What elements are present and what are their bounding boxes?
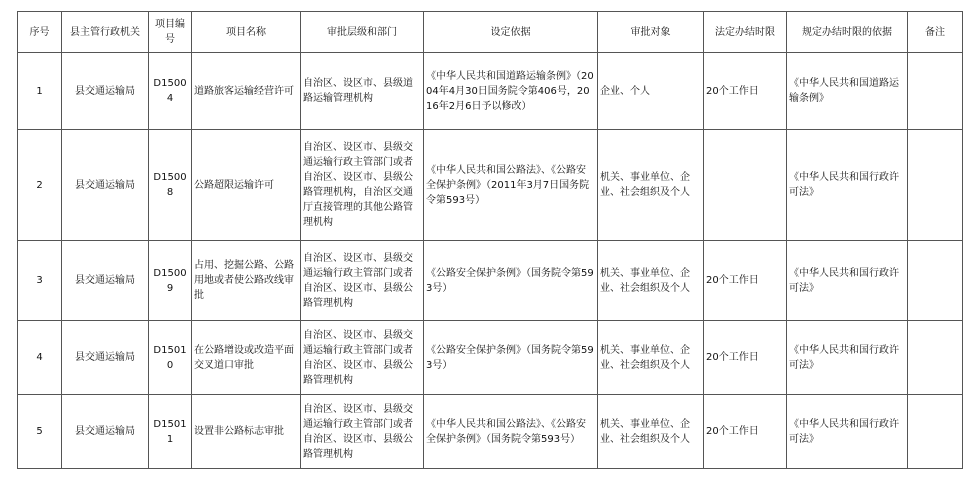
cell-deadline-basis: 《中华人民共和国行政许可法》 [787, 395, 908, 469]
table-header-row [18, 12, 963, 53]
cell-no: 5 [18, 395, 62, 469]
cell-note [908, 241, 963, 321]
cell-code: D15008 [149, 130, 192, 241]
cell-level: 自治区、设区市、县级交通运输行政主管部门或者自治区、设区市、县级公路管理机构，自治区交通厅直接管理的其他公路管理机构 [301, 130, 424, 241]
cell-code: D15010 [149, 321, 192, 395]
cell-deadline: 20个工作日 [704, 395, 787, 469]
cell-level: 自治区、设区市、县级道路运输管理机构 [301, 53, 424, 130]
header-cell-basis: 设定依据 [424, 12, 598, 53]
table-row [18, 53, 963, 130]
header-cell-target: 审批对象 [598, 12, 704, 53]
cell-agency: 县交通运输局 [62, 395, 149, 469]
header-cell-deadline-basis: 规定办结时限的依据 [787, 12, 908, 53]
cell-name: 占用、挖掘公路、公路用地或者使公路改线审批 [192, 241, 301, 321]
cell-deadline: 20个工作日 [704, 321, 787, 395]
header-cell-no: 序号 [18, 12, 62, 53]
cell-name: 公路超限运输许可 [192, 130, 301, 241]
cell-basis: 《中华人民共和国公路法》、《公路安全保护条例》（国务院令第593号） [424, 395, 598, 469]
cell-note [908, 53, 963, 130]
cell-basis: 《公路安全保护条例》（国务院令第593号） [424, 321, 598, 395]
cell-target: 机关、事业单位、企业、社会组织及个人 [598, 395, 704, 469]
cell-no: 2 [18, 130, 62, 241]
header-cell-name: 项目名称 [192, 12, 301, 53]
cell-level: 自治区、设区市、县级交通运输行政主管部门或者自治区、设区市、县级公路管理机构 [301, 321, 424, 395]
cell-basis: 《中华人民共和国公路法》、《公路安全保护条例》（2011年3月7日国务院令第593号） [424, 130, 598, 241]
table-row [18, 321, 963, 395]
cell-agency: 县交通运输局 [62, 321, 149, 395]
cell-code: D15011 [149, 395, 192, 469]
cell-deadline: 20个工作日 [704, 241, 787, 321]
cell-basis: 《公路安全保护条例》（国务院令第593号） [424, 241, 598, 321]
cell-target: 机关、事业单位、企业、社会组织及个人 [598, 130, 704, 241]
cell-deadline-basis: 《中华人民共和国行政许可法》 [787, 241, 908, 321]
cell-name: 设置非公路标志审批 [192, 395, 301, 469]
header-cell-agency: 县主管行政机关 [62, 12, 149, 53]
cell-note [908, 130, 963, 241]
cell-deadline: 20个工作日 [704, 53, 787, 130]
cell-target: 机关、事业单位、企业、社会组织及个人 [598, 321, 704, 395]
header-cell-deadline: 法定办结时限 [704, 12, 787, 53]
cell-level: 自治区、设区市、县级交通运输行政主管部门或者自治区、设区市、县级公路管理机构 [301, 395, 424, 469]
header-cell-level: 审批层级和部门 [301, 12, 424, 53]
cell-code: D15009 [149, 241, 192, 321]
cell-agency: 县交通运输局 [62, 53, 149, 130]
cell-target: 机关、事业单位、企业、社会组织及个人 [598, 241, 704, 321]
cell-agency: 县交通运输局 [62, 241, 149, 321]
table-row [18, 130, 963, 241]
cell-note [908, 321, 963, 395]
cell-name: 在公路增设或改造平面交叉道口审批 [192, 321, 301, 395]
cell-no: 3 [18, 241, 62, 321]
table-row [18, 241, 963, 321]
cell-code: D15004 [149, 53, 192, 130]
cell-target: 企业、个人 [598, 53, 704, 130]
cell-deadline-basis: 《中华人民共和国行政许可法》 [787, 130, 908, 241]
cell-note [908, 395, 963, 469]
cell-deadline-basis: 《中华人民共和国道路运输条例》 [787, 53, 908, 130]
cell-basis: 《中华人民共和国道路运输条例》（2004年4月30日国务院令第406号，2016年2月6日予以修改） [424, 53, 598, 130]
cell-level: 自治区、设区市、县级交通运输行政主管部门或者自治区、设区市、县级公路管理机构 [301, 241, 424, 321]
cell-agency: 县交通运输局 [62, 130, 149, 241]
cell-no: 1 [18, 53, 62, 130]
approval-items-table [17, 11, 963, 469]
cell-deadline [704, 130, 787, 241]
header-cell-code: 项目编号 [149, 12, 192, 53]
cell-no: 4 [18, 321, 62, 395]
cell-deadline-basis: 《中华人民共和国行政许可法》 [787, 321, 908, 395]
cell-name: 道路旅客运输经营许可 [192, 53, 301, 130]
table-row [18, 395, 963, 469]
header-cell-note: 备注 [908, 12, 963, 53]
